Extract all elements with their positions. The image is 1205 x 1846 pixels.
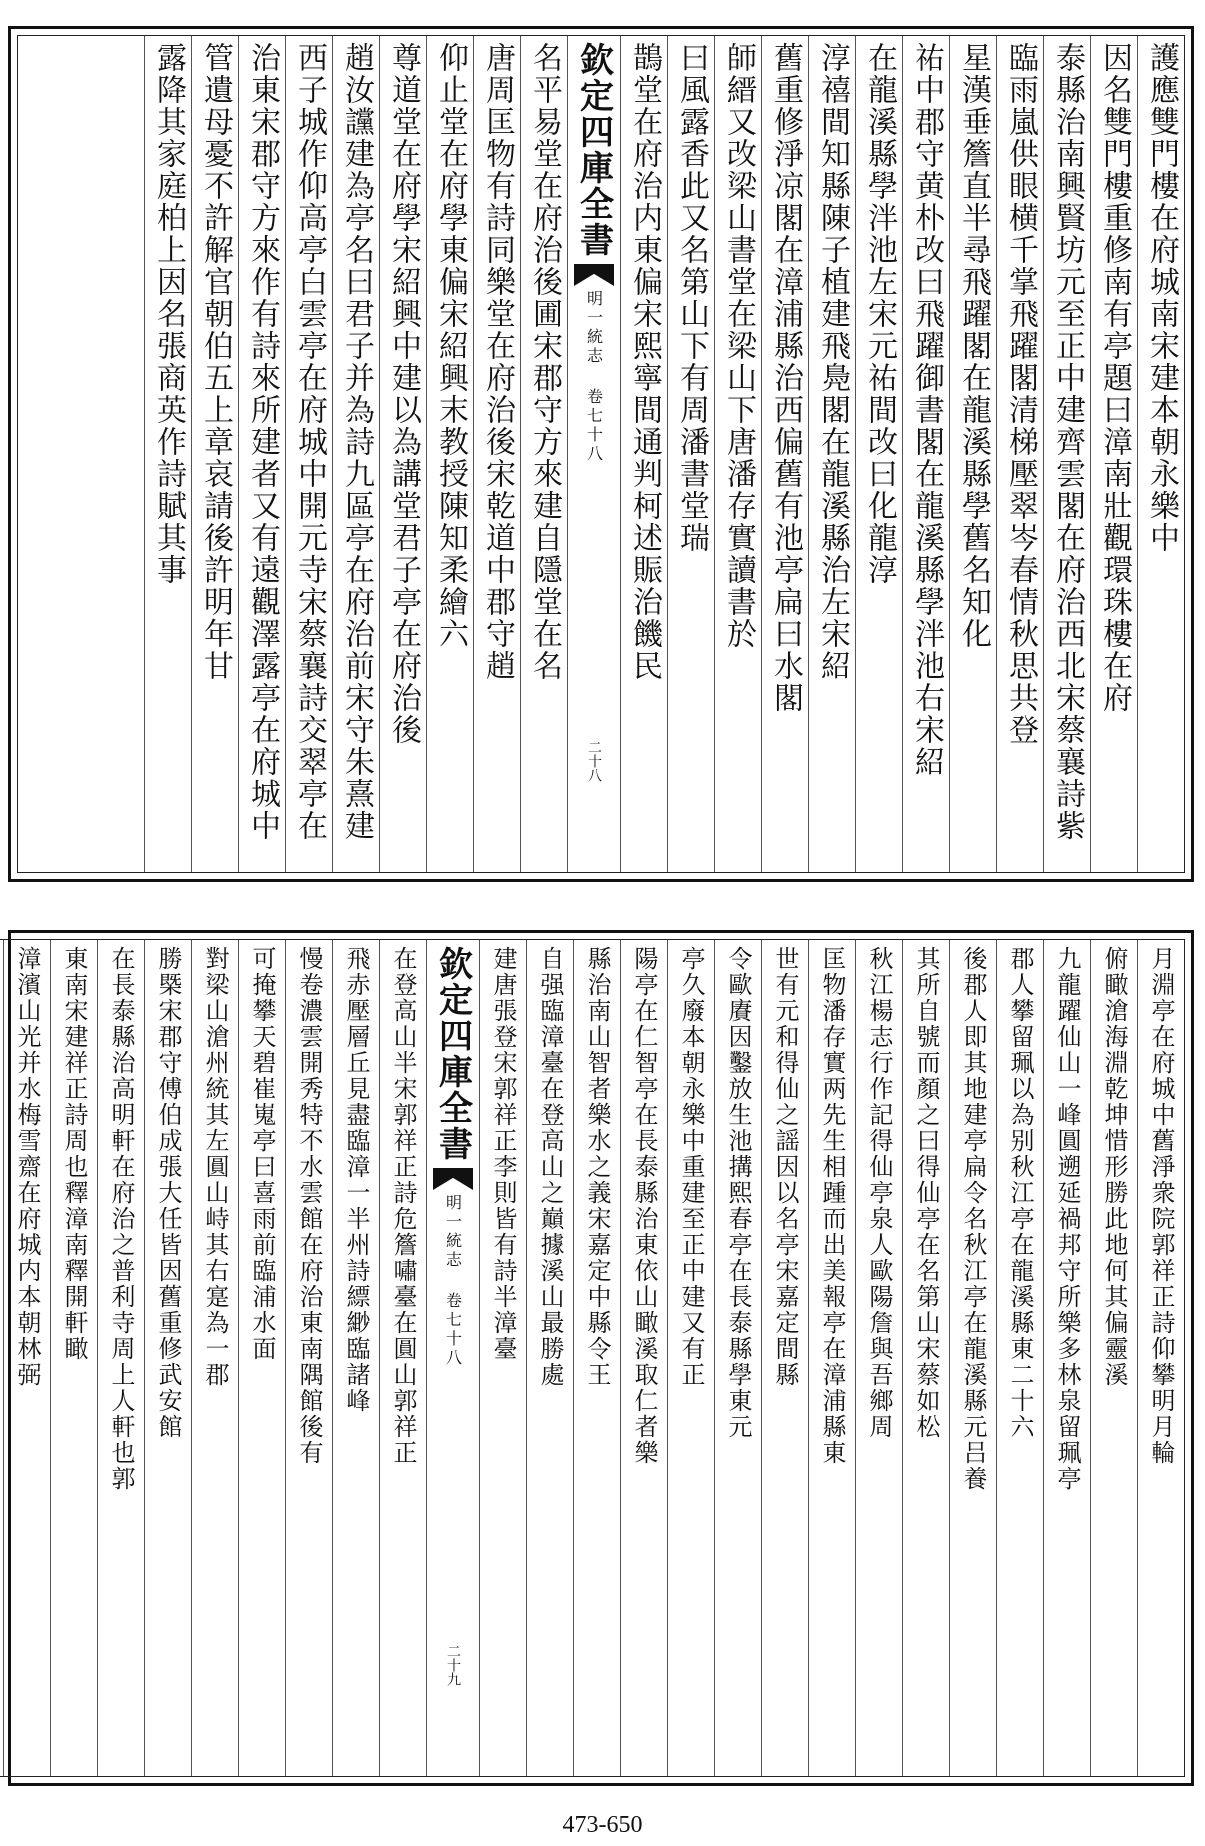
text-column xyxy=(285,36,332,872)
text-column xyxy=(50,940,97,1776)
column-text: 管遺母憂不許解官朝伯五上章哀請後許明年甘 xyxy=(198,42,233,682)
text-column xyxy=(667,36,714,872)
text-column xyxy=(714,940,761,1776)
text-column xyxy=(238,940,285,1776)
leaf-number: 二十九 xyxy=(445,1644,461,1686)
top-page xyxy=(8,26,1194,882)
book-title: 欽定四庫全書 xyxy=(573,42,614,258)
bottom-page-body xyxy=(0,939,1185,1777)
column-text: 舊重修淨凉閣在漳浦縣治西偏舊有池亭扁曰水閣 xyxy=(768,42,803,714)
text-column xyxy=(1043,36,1090,872)
column-text: 治東宋郡守方來作有詩來所建者又有遠觀澤露亭在府城中 xyxy=(245,42,280,842)
text-column xyxy=(996,36,1043,872)
column-text: 泰縣治南興賢坊元至正中建齊雲閣在府治西北宋蔡襄詩紫 xyxy=(1050,42,1085,842)
text-column xyxy=(949,940,996,1776)
column-text: 九龍躍仙山一峰圓遡延禍邦守所樂多林泉留珮亭 xyxy=(1053,946,1081,1492)
column-text: 祐中郡守黄朴改曰飛躍御書閣在龍溪縣學泮池右宋紹 xyxy=(909,42,944,778)
column-text: 縣治南山智者樂水之義宋嘉定中縣令王 xyxy=(583,946,611,1388)
text-column xyxy=(761,940,808,1776)
text-column xyxy=(714,36,761,872)
text-column xyxy=(996,940,1043,1776)
column-text: 亭久廢本朝永樂中重建至正中建又有正 xyxy=(677,946,705,1388)
text-column xyxy=(1137,36,1184,872)
text-column xyxy=(191,940,238,1776)
column-text: 慢卷濃雲開秀特不水雲館在府治東南隅館後有 xyxy=(295,946,323,1466)
text-column xyxy=(667,940,714,1776)
column-text: 飛赤壓層丘見盡臨漳一半州詩縹緲臨諸峰 xyxy=(342,946,370,1414)
text-column xyxy=(1137,940,1184,1776)
column-text: 東南宋建祥正詩周也釋漳南釋開軒瞰 xyxy=(60,946,88,1362)
text-column xyxy=(0,940,3,1776)
column-text: 名平易堂在府治後圃宋郡守方來建自隱堂在名 xyxy=(527,42,562,682)
bottom-page xyxy=(8,930,1194,1786)
volume-label: 明一統志 卷七十八 xyxy=(584,290,604,464)
column-text xyxy=(0,946,3,1284)
page-code: 473-650 xyxy=(562,1812,643,1838)
column-text: 令歐賡因鑿放生池搆熙春亭在長泰縣學東元 xyxy=(724,946,752,1440)
text-column xyxy=(526,940,573,1776)
text-column xyxy=(426,36,473,872)
column-text: 建唐張登宋郭祥正李則皆有詩半漳臺 xyxy=(489,946,517,1362)
text-column xyxy=(479,940,526,1776)
column-text: 自强臨漳臺在登高山之巔據溪山最勝處 xyxy=(536,946,564,1388)
text-column xyxy=(761,36,808,872)
column-text: 後郡人即其地建亭扁令名秋江亭在龍溪縣元吕養 xyxy=(959,946,987,1492)
column-text: 臨雨嵐供眼横千掌飛躍閣清梯壓翠岑春情秋思共登 xyxy=(1003,42,1038,746)
text-column xyxy=(520,36,567,872)
column-text: 俯瞰滄海淵乾坤惜形勝此地何其偏靈溪 xyxy=(1100,946,1128,1388)
column-text: 其所自號而顏之曰得仙亭在名第山宋蔡如松 xyxy=(912,946,940,1440)
text-column xyxy=(808,940,855,1776)
column-text: 西子城作仰高亭白雲亭在府城中開元寺宋蔡襄詩交翠亭在 xyxy=(292,42,327,842)
text-column xyxy=(902,36,949,872)
column-text: 對梁山滄州統其左圓山峙其右寔為一郡 xyxy=(201,946,229,1388)
column-text: 月淵亭在府城中舊淨衆院郭祥正詩仰攀明月輪 xyxy=(1147,946,1175,1466)
text-column xyxy=(379,940,426,1776)
column-text: 漳濱山光并水梅雪齋在府城内本朝林弼 xyxy=(13,946,41,1388)
column-text: 星漢垂簷直半尋飛躍閣在龍溪縣學舊名知化 xyxy=(956,42,991,650)
column-text: 露降其家庭柏上因名張商英作詩賦其事 xyxy=(151,42,186,586)
column-text: 鵲堂在府治内東偏宋熙寧間通判柯述賑治饑民 xyxy=(627,42,662,682)
column-text: 世有元和得仙之謡因以名亭宋嘉定間縣 xyxy=(771,946,799,1388)
text-column xyxy=(144,940,191,1776)
column-text: 仰止堂在府學東偏宋紹興末教授陳知柔繪六 xyxy=(433,42,468,650)
fishtail-icon xyxy=(433,1168,473,1190)
text-column xyxy=(238,36,285,872)
text-column xyxy=(855,36,902,872)
column-text: 趙汝讜建為亭名曰君子并為詩九區亭在府治前宋守朱熹建 xyxy=(339,42,374,842)
column-text: 護應雙門樓在府城南宋建本朝永樂中 xyxy=(1144,42,1179,554)
text-column xyxy=(808,36,855,872)
text-column xyxy=(332,36,379,872)
text-column xyxy=(144,36,191,872)
column-text: 在登高山半宋郭祥正詩危簷嘯臺在圓山郭祥正 xyxy=(389,946,417,1466)
text-column xyxy=(379,36,426,872)
text-column xyxy=(285,940,332,1776)
column-text: 勝槩宋郡守傅伯成張大任皆因舊重修武安館 xyxy=(154,946,182,1440)
column-text: 可掩攀天碧崔嵬亭曰喜雨前臨浦水面 xyxy=(248,946,276,1362)
text-column xyxy=(573,940,620,1776)
text-column xyxy=(1043,940,1090,1776)
column-text: 淳禧間知縣陳子植建飛鳧閣在龍溪縣治左宋紹 xyxy=(815,42,850,682)
fishtail-icon xyxy=(574,264,614,286)
text-column xyxy=(97,940,144,1776)
column-text: 唐周匡物有詩同樂堂在府治後宋乾道中郡守趙 xyxy=(480,42,515,682)
center-fold xyxy=(426,940,479,1776)
center-fold xyxy=(567,36,620,872)
text-column xyxy=(473,36,520,872)
text-column xyxy=(1090,36,1137,872)
column-text: 在龍溪縣學泮池左宋元祐間改曰化龍淳 xyxy=(862,42,897,586)
column-text: 秋江楊志行作記得仙亭泉人歐陽詹與吾鄉周 xyxy=(865,946,893,1440)
text-column xyxy=(902,940,949,1776)
leaf-number: 二十八 xyxy=(586,740,602,782)
text-column xyxy=(191,36,238,872)
text-column xyxy=(3,940,50,1776)
column-text: 郡人攀留珮以為别秋江亭在龍溪縣東二十六 xyxy=(1006,946,1034,1440)
column-text: 尊道堂在府學宋紹興中建以為講堂君子亭在府治後 xyxy=(386,42,421,746)
text-column xyxy=(620,36,667,872)
column-text: 匡物潘存實两先生相踵而出美報亭在漳浦縣東 xyxy=(818,946,846,1466)
column-text: 在長泰縣治高明軒在府治之普利寺周上人軒也郭 xyxy=(107,946,135,1492)
column-text: 陽亭在仁智亭在長泰縣治東依山瞰溪取仁者樂 xyxy=(630,946,658,1466)
text-column xyxy=(949,36,996,872)
volume-label: 明一統志 卷七十八 xyxy=(443,1194,463,1368)
column-text: 曰風露香此又名第山下有周潘書堂瑞 xyxy=(674,42,709,554)
top-page-body xyxy=(17,35,1185,873)
text-column xyxy=(620,940,667,1776)
book-title: 欽定四庫全書 xyxy=(432,946,473,1162)
text-column xyxy=(1090,940,1137,1776)
text-column xyxy=(855,940,902,1776)
column-text: 師縉又改梁山書堂在梁山下唐潘存實讀書於 xyxy=(721,42,756,650)
text-column xyxy=(332,940,379,1776)
column-text: 因名雙門樓重修南有亭題曰漳南壯觀環珠樓在府 xyxy=(1097,42,1132,714)
